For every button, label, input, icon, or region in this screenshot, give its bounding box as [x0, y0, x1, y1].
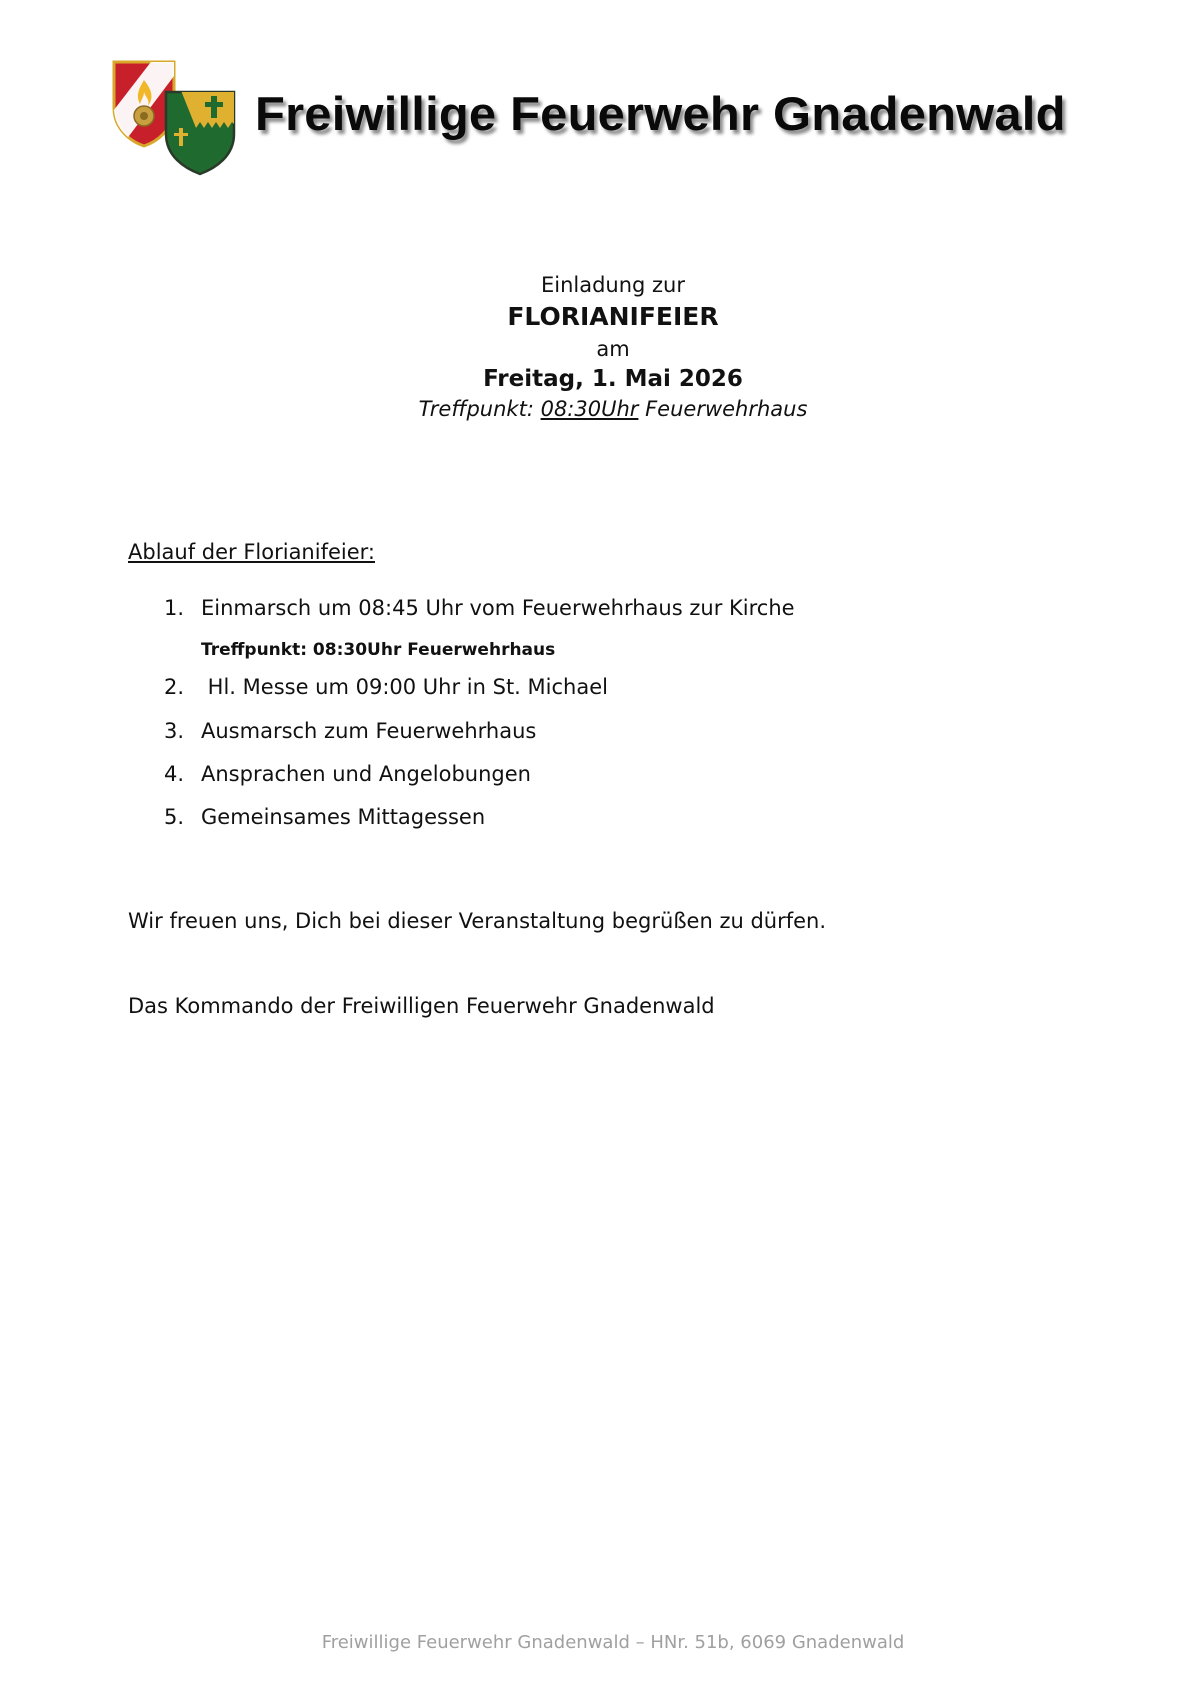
- agenda-heading: Ablauf der Florianifeier:: [128, 540, 375, 564]
- agenda-item: [164, 805, 485, 829]
- agenda-item-note: Treffpunkt: 08:30Uhr Feuerwehrhaus: [201, 640, 556, 660]
- page-footer: Freiwillige Feuerwehr Gnadenwald – HNr. 51b, 6069 Gnadenwald: [321, 1632, 905, 1653]
- meeting-point: [0, 394, 1190, 424]
- closing-signature: Das Kommando der Freiwilligen Feuerwehr Gnadenwald: [128, 994, 715, 1018]
- agenda-item-number: 5.: [164, 805, 185, 829]
- agenda-item-number: 4.: [164, 762, 185, 786]
- agenda-item-number: 1.: [164, 596, 185, 620]
- agenda-item: [164, 762, 531, 786]
- agenda-item: [164, 675, 608, 699]
- agenda-item-number: 3.: [164, 719, 185, 743]
- agenda-item-text: Hl. Messe um 09:00 Uhr in St. Michael: [201, 675, 608, 699]
- gnadenwald-coat-of-arms-icon: [162, 88, 238, 176]
- agenda-item-text: Ansprachen und Angelobungen: [201, 762, 531, 786]
- agenda-item-number: 2.: [164, 675, 185, 699]
- event-date: Freitag, 1. Mai 2026: [483, 366, 743, 392]
- organization-title: Freiwillige Feuerwehr Gnadenwald: [255, 87, 1066, 140]
- meeting-time: 08:30Uhr: [540, 397, 639, 421]
- closing-greeting: Wir freuen uns, Dich bei dieser Veranstaltung begrüßen zu dürfen.: [128, 909, 827, 933]
- agenda-item: [164, 596, 795, 620]
- invitation-intro: Einladung zur: [540, 273, 686, 297]
- agenda-item-text: Ausmarsch zum Feuerwehrhaus: [201, 719, 537, 743]
- invitation-block: [0, 270, 1190, 424]
- agenda-item-text: Gemeinsames Mittagessen: [201, 805, 486, 829]
- agenda-item-text: Einmarsch um 08:45 Uhr vom Feuerwehrhaus zur Kirche: [201, 596, 795, 620]
- meeting-place: Feuerwehrhaus: [638, 397, 808, 421]
- meeting-prefix: Treffpunkt:: [418, 397, 541, 421]
- event-title: FLORIANIFEIER: [507, 302, 719, 331]
- agenda-item: [164, 719, 536, 743]
- invitation-am: am: [596, 337, 630, 361]
